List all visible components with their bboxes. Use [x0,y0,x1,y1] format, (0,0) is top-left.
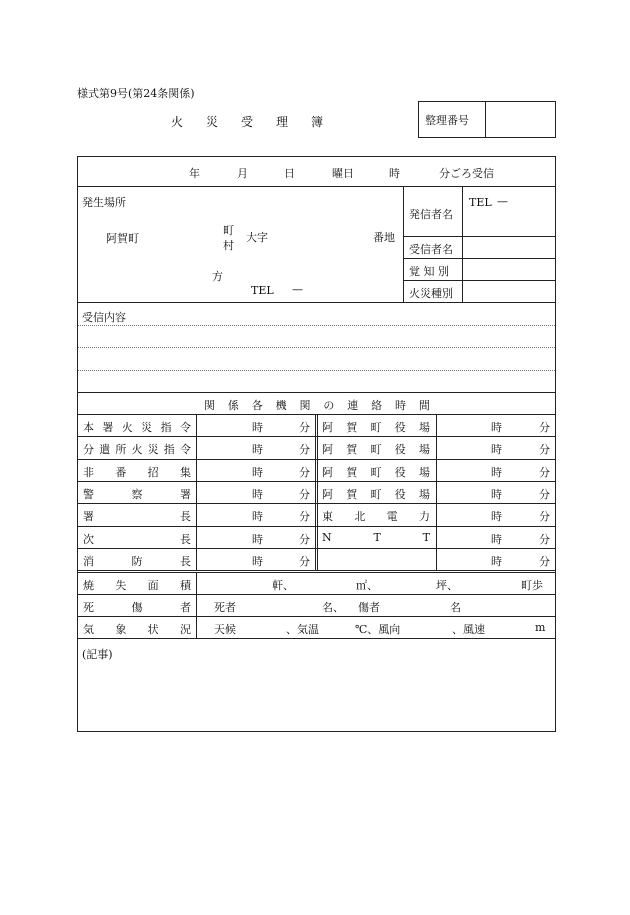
receiver-label: 受信者名 [409,243,453,256]
liaison-title-char: 係 [227,399,239,412]
liaison-left-hour: 時 [252,510,263,523]
casualties-unit: 名、 [322,601,344,614]
liaison-left-time-field[interactable] [198,437,314,457]
liaison-left-minute: 分 [299,443,310,456]
liaison-right-minute: 分 [539,488,550,501]
liaison-left-hour: 時 [252,443,263,456]
liaison-title [204,397,430,413]
weather-label-char: 象 [115,623,127,636]
liaison-right-label [322,419,430,435]
liaison-left-label-char: 長 [180,533,191,546]
liaison-right-hour: 時 [491,510,502,523]
liaison-title-char: 各 [251,399,263,412]
burned-area-label-char: 面 [147,579,159,592]
liaison-left-hour: 時 [252,555,263,568]
location-mura: 村 [223,239,234,252]
liaison-left-minute: 分 [299,488,310,501]
liaison-left-label-char: 番 [115,466,127,479]
liaison-right-hour: 時 [491,533,502,546]
liaison-left-label [83,419,191,435]
liaison-right-label-char: 町 [370,488,382,501]
liaison-right-hour: 時 [491,443,502,456]
weather-unit: 天候 [214,623,236,636]
seiri-number-field[interactable] [486,102,555,137]
casualties-label-char: 者 [180,601,191,614]
liaison-left-label-char: 察 [131,488,143,501]
sender-label: 発信者名 [409,208,453,221]
liaison-left-label [83,531,191,547]
liaison-right-minute: 分 [539,421,550,434]
liaison-right-hour: 時 [491,488,502,501]
liaison-right-minute: 分 [539,555,550,568]
label-weekday: 曜日 [332,167,354,180]
liaison-left-minute: 分 [299,421,310,434]
liaison-left-time-field[interactable] [198,527,314,547]
burned-area-unit: 町歩 [521,579,543,592]
awareness-field[interactable] [464,260,554,279]
liaison-left-label-char: 集 [179,466,191,479]
location-label: 発生場所 [82,196,126,209]
notes-label: (記事) [82,648,113,661]
label-minute-received: 分ごろ受信 [439,167,494,180]
liaison-right-minute: 分 [539,510,550,523]
label-month: 月 [237,167,248,180]
fire-type-label: 火災種別 [409,287,453,300]
liaison-right-label [322,441,430,457]
casualties-unit: 名 [450,601,461,614]
liaison-left-label-char: 災 [141,421,153,434]
liaison-right-label-char: 北 [354,510,366,523]
liaison-right-label [322,508,430,524]
awareness-label [409,263,457,279]
liaison-left-time-field[interactable] [198,504,314,524]
title-char: 災 [205,115,218,129]
liaison-right-label-char: 力 [418,510,430,523]
location-tel-dash: — [292,283,303,296]
liaison-left-label-char: 遣 [99,443,111,456]
liaison-right-label [322,464,430,480]
liaison-right-time-field[interactable] [438,460,554,480]
liaison-left-label-char: 所 [115,443,127,456]
liaison-right-label-char: N [322,531,332,544]
liaison-left-label [83,553,191,569]
liaison-right-time-field[interactable] [438,527,554,547]
fire-type-field[interactable] [464,282,554,301]
liaison-left-label-char: 分 [83,443,94,456]
liaison-right-label-char: 役 [394,488,406,501]
liaison-right-label-char: 阿 [322,443,333,456]
liaison-left-label-char: 署 [102,421,114,434]
location-field[interactable] [80,210,400,298]
liaison-left-minute: 分 [299,555,310,568]
liaison-title-char: 時 [395,399,406,412]
liaison-right-label-char: 東 [322,510,333,523]
liaison-left-label-char: 署 [83,510,94,523]
liaison-left-minute: 分 [299,466,310,479]
liaison-left-label-char: 長 [180,555,191,568]
label-hour: 時 [389,167,400,180]
form-id: 様式第9号(第24条関係) [77,87,195,100]
liaison-right-label-char: 町 [370,443,382,456]
title-char: 火 [171,115,184,129]
liaison-left-hour: 時 [252,466,263,479]
title-char: 受 [240,115,253,129]
liaison-left-label-char: 警 [83,488,94,501]
liaison-left-label [83,464,191,480]
liaison-right-label-char: 賀 [346,443,358,456]
weather-label-char: 気 [83,623,94,636]
liaison-right-minute: 分 [539,466,550,479]
location-tel: TEL [251,284,274,297]
liaison-title-char: 関 [299,399,311,412]
burned-area-label-char: 積 [179,579,191,592]
liaison-left-label-char: 令 [179,443,191,456]
liaison-right-label-char: 賀 [346,421,358,434]
document-title [171,113,323,130]
title-char: 理 [275,115,288,129]
liaison-title-char: 機 [275,399,287,412]
liaison-right-label-char: T [373,531,381,544]
burned-area-unit: 軒、 [272,579,294,592]
weather-label-char: 況 [179,623,191,636]
liaison-left-label-char: 防 [131,555,143,568]
sender-field[interactable] [464,210,554,234]
casualties-unit: 傷者 [358,601,380,614]
liaison-title-char: 関 [204,399,215,412]
liaison-left-label-char: 消 [83,555,94,568]
casualties-unit: 死者 [214,601,236,614]
location-machi: 町 [223,224,234,237]
liaison-right-hour: 時 [491,555,502,568]
content-field[interactable] [80,326,554,390]
weather-label-char: 状 [147,623,159,636]
liaison-right-label-char: 町 [370,421,382,434]
liaison-right-time-field[interactable] [438,482,554,502]
liaison-right-label-char: 町 [370,466,382,479]
content-label: 受信内容 [82,311,126,324]
weather-unit: 、気温 [286,623,319,636]
liaison-left-label-char: 指 [160,421,172,434]
burned-area-unit: 坪、 [436,579,458,592]
liaison-left-label [83,508,191,524]
casualties-label-char: 傷 [131,601,143,614]
liaison-left-label-char: 署 [180,488,191,501]
liaison-title-char: 連 [347,399,359,412]
liaison-right-label [322,486,430,502]
liaison-left-label-char: 長 [180,510,191,523]
liaison-right-time-field[interactable] [438,437,554,457]
liaison-left-label-char: 災 [147,443,159,456]
liaison-left-hour: 時 [252,488,263,501]
liaison-right-label-char: 場 [419,421,430,434]
weather-unit: 、風速 [452,623,485,636]
liaison-left-time-field[interactable] [198,415,314,435]
liaison-left-label [83,486,191,502]
title-char: 簿 [310,115,323,129]
casualties-field[interactable] [198,595,554,615]
liaison-left-label-char: 招 [147,466,159,479]
label-year: 年 [189,167,200,180]
weather-unit: ℃、風向 [355,623,401,636]
liaison-left-hour: 時 [252,533,263,546]
receiver-field[interactable] [464,238,554,257]
liaison-right-hour: 時 [491,466,502,479]
liaison-left-minute: 分 [299,533,310,546]
liaison-left-label-char: 次 [83,533,94,546]
burned-area-label [83,577,191,593]
liaison-right-label-char: T [422,531,430,544]
casualties-label-char: 死 [83,601,94,614]
liaison-right-label-char: 阿 [322,488,333,501]
liaison-left-time-field[interactable] [198,460,314,480]
burned-area-label-char: 失 [115,579,127,592]
liaison-left-minute: 分 [299,510,310,523]
liaison-right-label-char: 役 [394,466,406,479]
burned-area-field[interactable] [198,573,554,593]
liaison-right-label-char: 場 [419,443,430,456]
sender-tel-dash: — [497,195,508,208]
liaison-right-minute: 分 [539,443,550,456]
liaison-left-label-char: 火 [131,443,143,456]
liaison-right-label [322,531,430,544]
burned-area-unit: ㎡、 [356,579,378,592]
liaison-left-time-field[interactable] [198,482,314,502]
liaison-left-hour: 時 [252,421,263,434]
liaison-right-time-field[interactable] [438,415,554,435]
weather-field[interactable] [198,617,554,637]
location-kata: 方 [212,270,223,283]
liaison-right-label-char: 役 [394,421,406,434]
sender-tel: TEL [469,196,492,209]
liaison-right-label-char: 阿 [322,466,333,479]
seiri-number-label: 整理番号 [425,114,469,127]
liaison-right-minute: 分 [539,533,550,546]
liaison-right-label-char: 電 [386,510,398,523]
liaison-right-time-field[interactable] [438,504,554,524]
liaison-left-label-char: 指 [163,443,175,456]
label-day: 日 [284,167,295,180]
liaison-right-label-char: 阿 [322,421,333,434]
liaison-right-label-char: 場 [419,466,430,479]
weather-unit: m [535,621,546,634]
liaison-right-label-char: 場 [419,488,430,501]
liaison-title-char: の [323,399,335,412]
liaison-left-label-char: 非 [83,466,94,479]
liaison-left-label-char: 火 [121,421,133,434]
notes-field[interactable] [80,662,554,730]
liaison-title-char: 絡 [371,399,383,412]
liaison-left-time-field[interactable] [198,549,314,569]
liaison-right-label-char: 役 [394,443,406,456]
liaison-right-label-char: 賀 [346,488,358,501]
liaison-left-label-char: 本 [83,421,94,434]
location-oaza: 大字 [246,231,268,244]
location-town: 阿賀町 [106,232,139,245]
liaison-title-char: 間 [418,399,430,412]
liaison-right-hour: 時 [491,421,502,434]
weather-label [83,621,191,637]
liaison-left-label-char: 令 [179,421,191,434]
liaison-right-label-char: 賀 [346,466,358,479]
awareness-label-text: 覚 知 別 [409,265,449,278]
liaison-left-label [83,441,191,457]
liaison-right-time-field[interactable] [438,549,554,569]
burned-area-label-char: 焼 [83,579,94,592]
casualties-label [83,599,191,615]
location-banchi: 番地 [373,231,395,244]
